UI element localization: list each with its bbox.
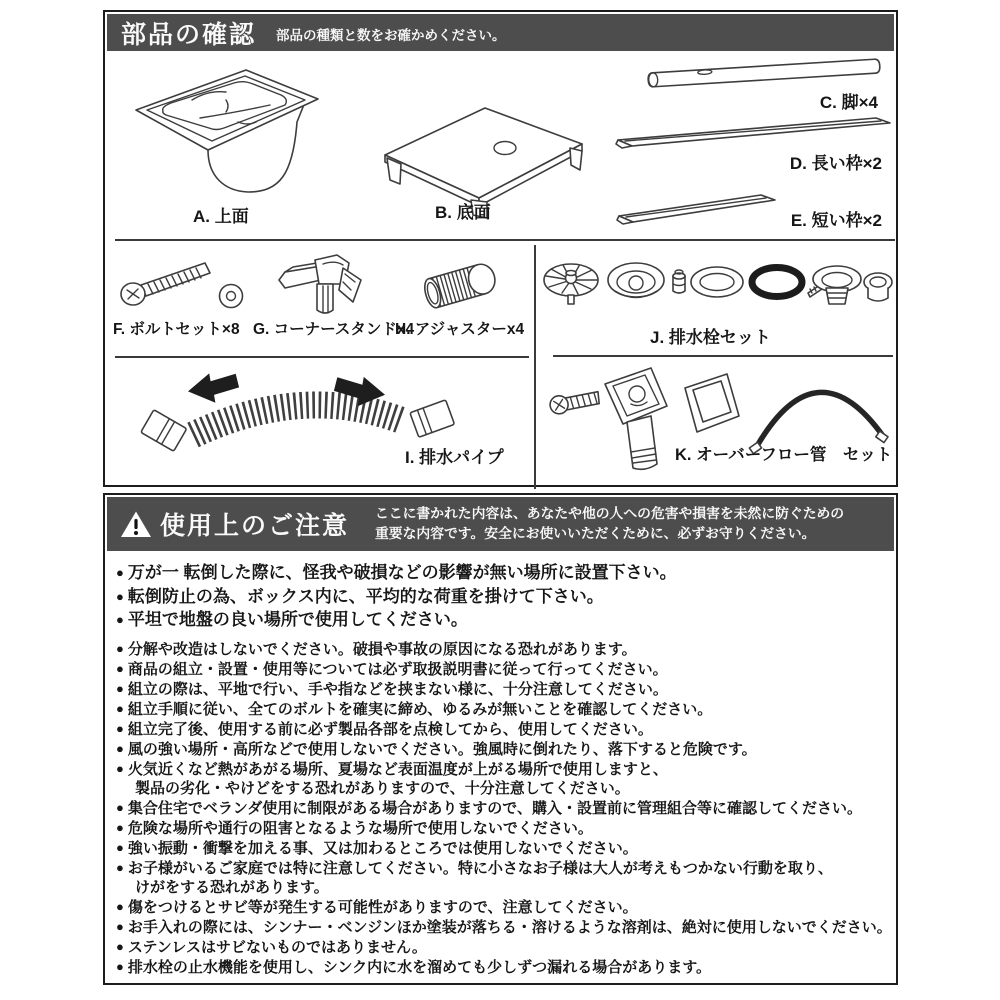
list-gap [116,632,890,639]
bullet-icon: ● [116,918,124,934]
caution-item: ● 組立完了後、使用する前に必ず製品各部を点検してから、使用してください。 [116,720,653,738]
divider-row2-right [553,355,893,357]
part-d-label: D. 長い枠×2 [789,154,882,173]
part-j-drain-set-illustration [541,252,893,314]
part-k-overflow-set-illustration [543,360,895,484]
caution-item: ● 排水栓の止水機能を使用し、シンク内に水を溜めても少しずつ漏れる場合があります。 [116,958,711,976]
bullet-icon: ● [116,640,124,656]
bullet-icon: ● [116,680,124,696]
caution-item: ● 集合住宅でベランダ使用に制限がある場合がありますので、購入・設置前に管理組合等に確認してください。 [116,799,862,817]
parts-title: 部品の確認 [121,20,257,49]
part-a-label: A. 上面 [193,207,249,226]
warning-triangle-icon [120,510,152,539]
caution-item-continuation: 製品の劣化・やけどをする恐れがありますので、十分注意してください。 [135,779,630,797]
caution-description-line2: 重要な内容です。安全にお使いいただくために、必ずお守りください。 [375,526,816,541]
bullet-icon: ● [116,612,124,627]
part-e-short-frame-illustration [613,188,783,228]
caution-item: ● ステンレスはサビないものではありません。 [116,938,427,956]
part-j-label: J. 排水栓セット [650,328,771,347]
part-c-leg-illustration [643,54,885,92]
caution-item: ● 万が一 転倒した際に、怪我や破損などの影響が無い場所に設置下さい。 [116,561,890,585]
parts-check-panel [103,10,898,487]
bullet-icon: ● [116,588,124,604]
divider-vertical [534,245,536,489]
caution-item: ● 火気近くなど熱があがる場所、夏場など表面温度が上がる場所で使用しますと、 [116,760,668,778]
caution-item: ● 組立手順に従い、全てのボルトを確実に締め、ゆるみが無いことを確認してください。 [116,700,713,718]
bullet-icon: ● [116,898,124,914]
caution-item: ● 分解や改造はしないでください。破損や事故の原因になる恐れがあります。 [116,640,637,658]
part-d-long-frame-illustration [613,114,895,152]
caution-item-continuation: けがをする恐れがあります。 [135,878,329,896]
caution-item: ● 危険な場所や通行の阻害となるような場所で使用しないでください。 [116,819,593,837]
bullet-icon: ● [116,958,124,974]
bullet-icon: ● [116,760,124,776]
divider-row2-left [115,356,529,358]
caution-item: ● お手入れの際には、シンナー・ベンジンほか塗装が落ちる・溶けるような溶剤は、絶対に使用しないでください。 [116,918,892,936]
caution-item: ● 組立の際は、平地で行い、手や指などを挟まない様に、十分注意してください。 [116,680,668,698]
caution-item: ● 平坦で地盤の良い場所で使用してください。 [116,608,890,632]
bullet-icon: ● [116,660,124,676]
bullet-icon: ● [116,819,124,835]
part-e-label: E. 短い枠×2 [790,211,882,230]
bullet-icon: ● [116,700,124,716]
caution-title: 使用上のご注意 [160,512,350,540]
caution-item: ● 強い振動・衝撃を加える事、又は加わるところでは使用しないでください。 [116,839,638,857]
bullet-icon: ● [116,740,124,756]
caution-description-line1: ここに書かれた内容は、あなたや他の人への危害や損害を未然に防ぐための [375,506,845,521]
part-k-label: K. オーバーフロー管 セット [675,446,893,464]
part-f-label: F. ボルトセット×8 [113,321,240,338]
part-b-label: B. 底面 [435,203,491,222]
divider-row1 [115,239,895,241]
part-g-label: G. コーナースタンドx4 [253,321,415,338]
caution-item: ● 商品の組立・設置・使用等については必ず取扱説明書に従って行ってください。 [116,660,668,678]
bullet-icon: ● [116,938,124,954]
usage-caution-panel [103,493,898,985]
bullet-icon: ● [116,565,124,580]
bullet-icon: ● [116,859,124,875]
part-h-label: H. アジャスターx4 [395,321,525,338]
caution-item: ● 風の強い場所・高所などで使用しないでください。強風時に倒れたり、落下すると危険です。 [116,740,757,758]
parts-subtitle: 部品の種類と数をお確かめください。 [276,28,506,43]
bullet-icon: ● [116,799,124,815]
part-i-label: I. 排水パイプ [405,448,504,467]
caution-item: ● 転倒防止の為、ボックス内に、平均的な荷重を掛けて下さい。 [116,585,890,609]
caution-item: ● お子様がいるご家庭では特に注意してください。特に小さなお子様は大人が考えもつかない行動を取り、 [116,859,833,877]
part-g-corner-stand-illustration [273,248,368,320]
bullet-icon: ● [116,839,124,855]
caution-description [375,504,844,544]
part-c-label: C. 脚×4 [819,93,878,112]
parts-header-bar [107,14,894,51]
part-h-adjuster-illustration [417,252,505,314]
bullet-icon: ● [116,720,124,736]
part-f-bolt-set-illustration [117,254,252,314]
caution-item: ● 傷をつけるとサビ等が発生する可能性がありますので、注意してください。 [116,898,638,916]
caution-header-bar [107,497,894,551]
caution-list [116,561,890,977]
part-a-sink-top-illustration [130,62,325,207]
